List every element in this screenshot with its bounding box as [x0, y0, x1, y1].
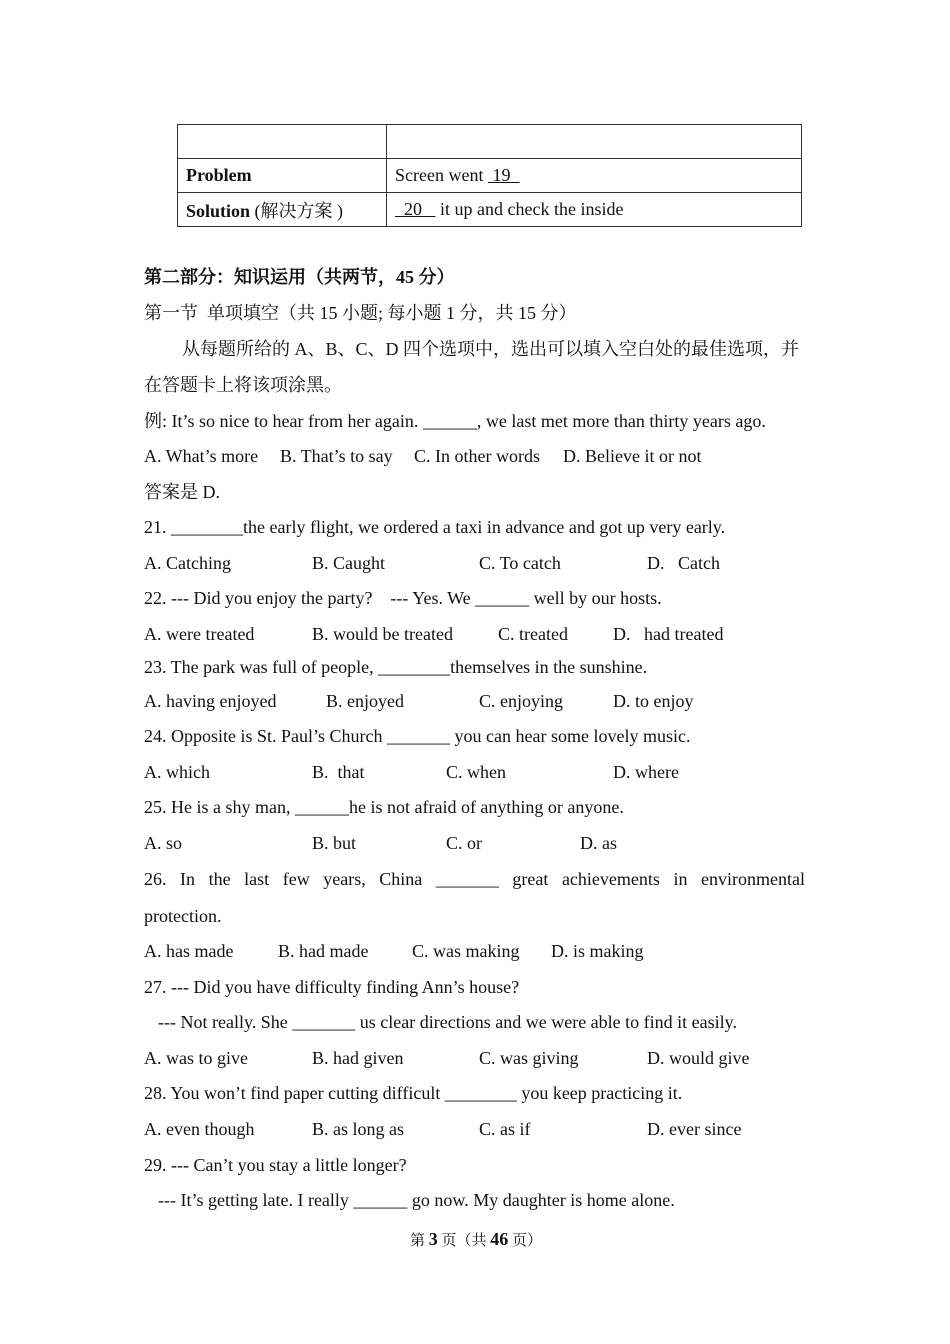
q22-option-b: B. would be treated: [312, 624, 453, 644]
q24-option-a: A. which: [144, 762, 210, 782]
question-21: 21. ________the early flight, we ordered a taxi in advance and got up very early.: [144, 517, 726, 537]
q22-option-a: A. were treated: [144, 624, 255, 644]
q23-option-b: B. enjoyed: [326, 691, 404, 711]
question-24: 24. Opposite is St. Paul’s Church _______ you can hear some lovely music.: [144, 726, 691, 746]
example-option-a: A. What’s more: [144, 446, 259, 466]
q26-option-c: C. was making: [412, 941, 520, 961]
example-option-c: C. In other words: [414, 446, 540, 466]
example-answer: 答案是 D.: [144, 482, 220, 502]
q28-option-b: B. as long as: [312, 1119, 404, 1139]
q23-option-d: D. to enjoy: [613, 691, 694, 711]
q23-option-a: A. having enjoyed: [144, 691, 277, 711]
table-value-problem: Screen went 19: [387, 159, 802, 193]
table-cell-empty: [178, 125, 387, 159]
q22-option-d: D. had treated: [613, 624, 724, 644]
q21-option-c: C. To catch: [479, 553, 561, 573]
q25-option-b: B. but: [312, 833, 357, 853]
q28-option-c: C. as if: [479, 1119, 531, 1139]
table-label-solution: Solution (解决方案 ): [178, 193, 387, 227]
q28-option-a: A. even though: [144, 1119, 255, 1139]
question-29: 29. --- Can’t you stay a little longer?: [144, 1155, 407, 1175]
table-row: [178, 125, 802, 159]
part2-heading: 第二部分：知识运用（共两节，45 分）: [144, 267, 455, 287]
q27-option-d: D. would give: [647, 1048, 750, 1068]
q22-option-c: C. treated: [498, 624, 568, 644]
q27-option-a: A. was to give: [144, 1048, 248, 1068]
section1-heading: 第一节 单项填空（共 15 小题; 每小题 1 分，共 15 分）: [144, 303, 577, 323]
table-label-problem: Problem: [178, 159, 387, 193]
question-26-line2: protection.: [144, 906, 222, 926]
question-27: 27. --- Did you have difficulty finding Ann’s house?: [144, 977, 520, 997]
blank-20: 20: [395, 199, 436, 219]
q21-option-d: D. Catch: [647, 553, 720, 573]
blank-19: 19: [487, 165, 520, 185]
q26-option-a: A. has made: [144, 941, 234, 961]
instruction-line1: 从每题所给的 A、B、C、D 四个选项中，选出可以填入空白处的最佳选项，并: [182, 339, 800, 359]
instruction-line2: 在答题卡上将该项涂黑。: [144, 375, 342, 395]
question-23: 23. The park was full of people, ________themselves in the sunshine.: [144, 657, 648, 677]
table-row: [178, 159, 802, 193]
page-footer: 第 3 页（共 46 页）: [410, 1229, 543, 1249]
page-number: 3: [428, 1229, 438, 1249]
q25-option-c: C. or: [446, 833, 482, 853]
question-27-reply: --- Not really. She _______ us clear directions and we were able to find it easily.: [158, 1012, 737, 1032]
q21-option-b: B. Caught: [312, 553, 386, 573]
q24-option-d: D. where: [613, 762, 679, 782]
example-option-b: B. That’s to say: [280, 446, 393, 466]
q24-option-b: B. that: [312, 762, 365, 782]
q26-option-d: D. is making: [551, 941, 644, 961]
q24-option-c: C. when: [446, 762, 506, 782]
q25-option-d: D. as: [580, 833, 617, 853]
q23-option-c: C. enjoying: [479, 691, 563, 711]
q27-option-c: C. was giving: [479, 1048, 579, 1068]
question-28: 28. You won’t find paper cutting difficult ________ you keep practicing it.: [144, 1083, 683, 1103]
table-value-solution: 20 it up and check the inside: [387, 193, 802, 227]
q28-option-d: D. ever since: [647, 1119, 742, 1139]
table-row: [178, 193, 802, 227]
q25-option-a: A. so: [144, 833, 183, 853]
question-29-reply: --- It’s getting late. I really ______ go now. My daughter is home alone.: [158, 1190, 675, 1210]
q26-option-b: B. had made: [278, 941, 369, 961]
q27-option-b: B. had given: [312, 1048, 404, 1068]
example-question: 例: It’s so nice to hear from her again. ______, we last met more than thirty years ago.: [144, 411, 766, 431]
page-total: 46: [490, 1229, 509, 1249]
question-25: 25. He is a shy man, ______he is not afraid of anything or anyone.: [144, 797, 624, 817]
question-22: 22. --- Did you enjoy the party? --- Yes. We ______ well by our hosts.: [144, 588, 662, 608]
example-option-d: D. Believe it or not: [563, 446, 702, 466]
table-cell-empty: [387, 125, 802, 159]
question-26-line1: 26. In the last few years, China _______ great achievements in environmental: [144, 869, 805, 889]
q21-option-a: A. Catching: [144, 553, 231, 573]
answer-table: [177, 124, 802, 227]
